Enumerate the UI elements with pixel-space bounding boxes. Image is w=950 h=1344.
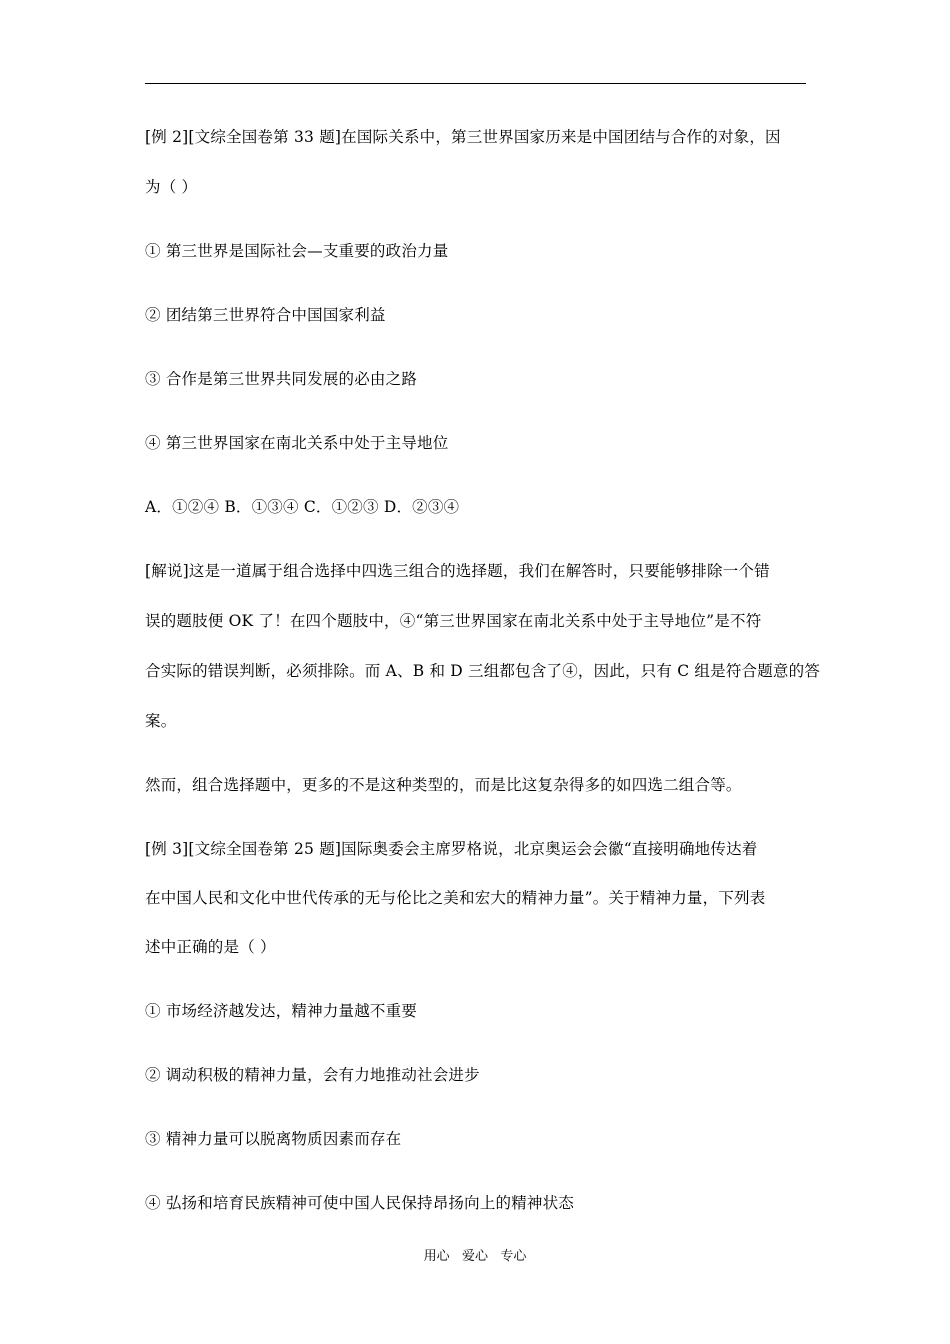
explanation-line4: 案。 [145,712,177,730]
explanation-line1: [解说]这是一道属于组合选择中四选三组合的选择题，我们在解答时，只要能够排除一个错 [145,562,770,580]
example3-stem-line3: 述中正确的是（ ） [145,938,276,956]
explanation-line3: 合实际的错误判断，必须排除。而 A、B 和 D 三组都包含了④，因此，只有 C 组是符合题意的答 [145,662,821,680]
example3-option-3: ③ 精神力量可以脱离物质因素而存在 [145,1130,402,1148]
example2-option-4: ④ 第三世界国家在南北关系中处于主导地位 [145,434,449,452]
example3-option-2: ② 调动积极的精神力量，会有力地推动社会进步 [145,1066,480,1084]
example3-option-4: ④ 弘扬和培育民族精神可使中国人民保持昂扬向上的精神状态 [145,1194,575,1212]
example2-stem-line1: [例 2][文综全国卷第 33 题]在国际关系中，第三世界国家历来是中国团结与合作的对象，因 [145,128,781,146]
example2-stem-line2: 为（ ） [145,178,198,196]
example2-choices: A．①②④ B．①③④ C．①②③ D．②③④ [145,498,460,516]
example3-stem-line1: [例 3][文综全国卷第 25 题]国际奥委会主席罗格说，北京奥运会会徽“直接明确地传达着 [145,840,758,858]
explanation-line2: 误的题肢便 OK 了！在四个题肢中，④“第三世界国家在南北关系中处于主导地位”是不符 [145,612,762,630]
example2-option-3: ③ 合作是第三世界共同发展的必由之路 [145,370,418,388]
example2-option-1: ① 第三世界是国际社会—支重要的政治力量 [145,242,449,260]
example2-option-2: ② 团结第三世界符合中国国家利益 [145,306,386,324]
transition-paragraph: 然而，组合选择题中，更多的不是这种类型的，而是比这复杂得多的如四选二组合等。 [145,776,742,794]
header-rule [145,83,806,84]
page-footer: 用心 爱心 专心 [423,1249,527,1264]
example3-option-1: ① 市场经济越发达，精神力量越不重要 [145,1002,418,1020]
example3-stem-line2: 在中国人民和文化中世代传承的无与伦比之美和宏大的精神力量”。关于精神力量，下列表 [145,889,766,907]
